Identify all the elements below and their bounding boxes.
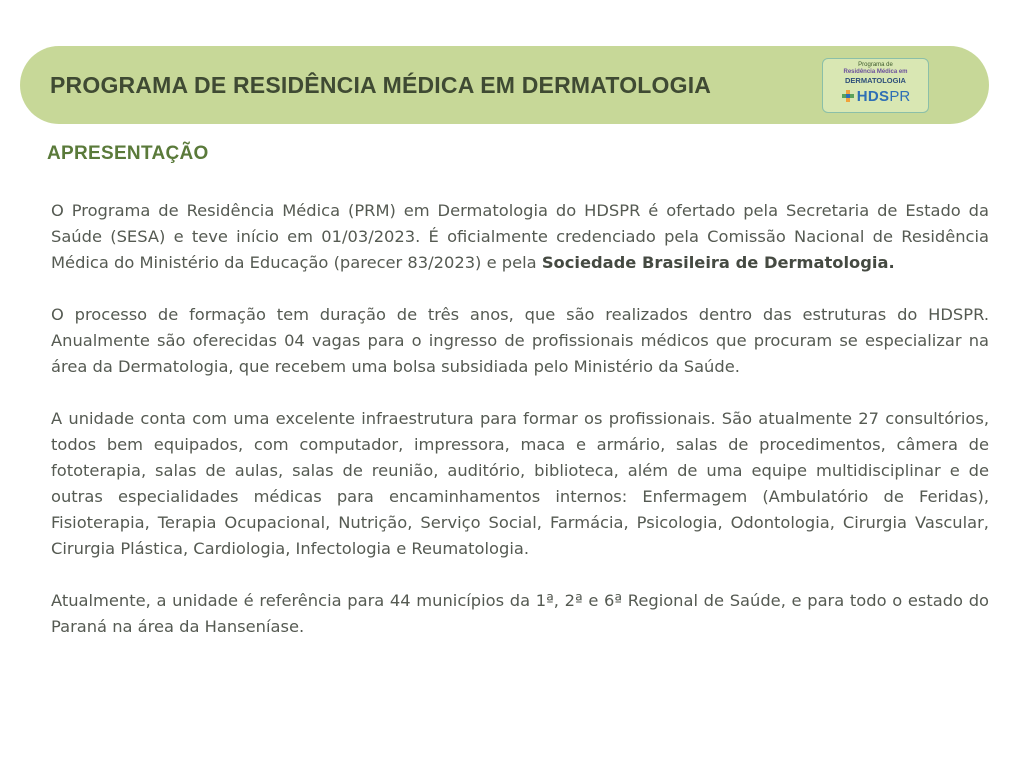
logo-brand-light: PR — [889, 87, 911, 105]
body-text — [51, 198, 989, 666]
logo-line-1: Programa de — [858, 62, 893, 68]
paragraph-1-text: O Programa de Residência Médica (PRM) em Dermatologia do HDSPR é ofertado pela Secretaria de Estado da Saúde (SESA) e teve início em 01/03/2023. É oficialmente credenciado pela Comissão Nacional de Residência Médica do Ministério da Educação (parecer 83/2023) e pela — [51, 201, 989, 272]
paragraph-4: Atualmente, a unidade é referência para 44 municípios da 1ª, 2ª e 6ª Regional de Saúde, e para todo o estado do Paraná na área da Hanseníase. — [51, 591, 989, 636]
paragraph-2: O processo de formação tem duração de três anos, que são realizados dentro das estruturas do HDSPR. Anualmente são oferecidas 04 vagas para o ingresso de profissionais médicos que procuram se especializar na área da Dermatologia, que recebem uma bolsa subsidiada pelo Ministério da Saúde. — [51, 305, 989, 376]
paragraph-3: A unidade conta com uma excelente infraestrutura para formar os profissionais. São atualmente 27 consultórios, todos bem equipados, com computador, impressora, maca e armário, salas de procedimentos, câmera de fototerapia, salas de aulas, salas de reunião, auditório, biblioteca, além de uma equipe multidisciplinar e de outras especialidades médicas para encaminhamentos internos: Enfermagem (Ambulatório de Feridas), Fisioterapia, Terapia Ocupacional, Nutrição, Serviço Social, Farmácia, Psicologia, Odontologia, Cirurgia Vascular, Cirurgia Plástica, Cardiologia, Infectologia e Reumatologia. — [51, 409, 989, 558]
paragraph-1 — [51, 198, 989, 276]
logo-line-2: Residência Médica em — [843, 69, 908, 75]
logo-brand-bold: HDS — [856, 87, 890, 105]
program-logo — [822, 58, 929, 113]
section-title: APRESENTAÇÃO — [47, 143, 209, 164]
paragraph-1-bold: Sociedade Brasileira de Dermatologia. — [541, 253, 895, 272]
header-banner — [20, 46, 989, 124]
page-title: PROGRAMA DE RESIDÊNCIA MÉDICA EM DERMATOLOGIA — [50, 72, 712, 98]
hospital-cross-icon — [841, 89, 855, 103]
logo-line-3: DERMATOLOGIA — [845, 76, 906, 85]
logo-brand-row — [823, 87, 928, 105]
